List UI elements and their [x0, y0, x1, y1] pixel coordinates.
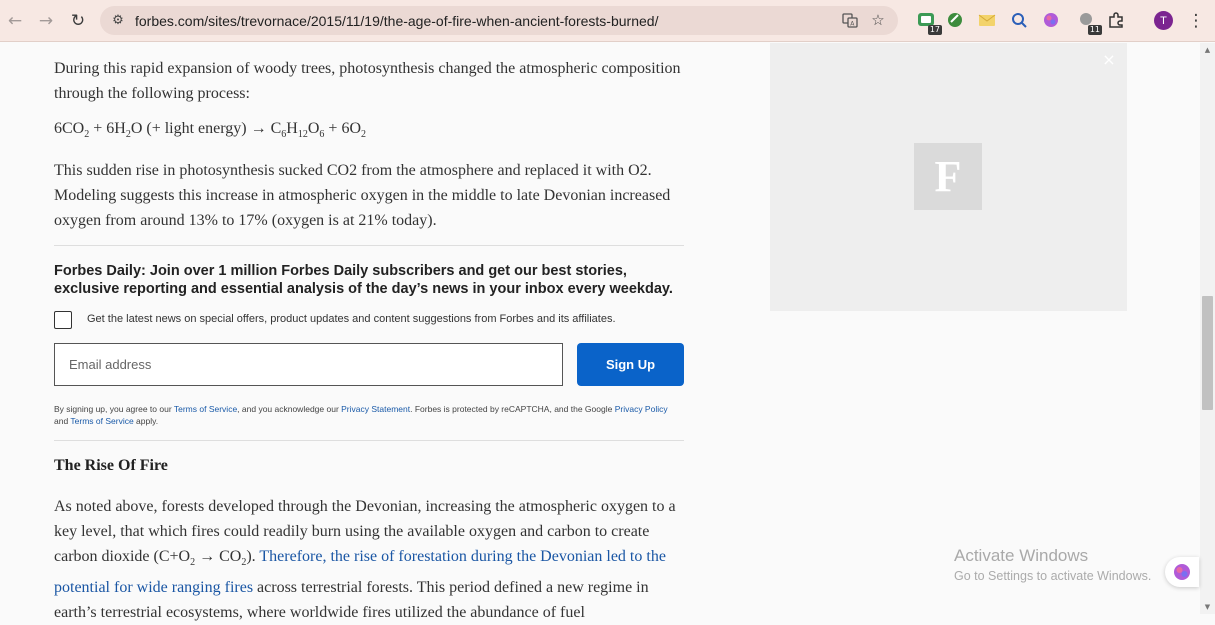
- site-info-icon[interactable]: ⚙: [112, 12, 124, 28]
- extension-6-icon[interactable]: [1076, 10, 1100, 34]
- divider: [54, 245, 684, 246]
- activate-windows-subtitle: Go to Settings to activate Windows.: [954, 569, 1152, 583]
- url-text[interactable]: forbes.com/sites/trevornace/2015/11/19/the-age-of-fire-when-ancient-forests-burned/: [135, 13, 659, 29]
- extension-4-icon[interactable]: [1009, 10, 1029, 30]
- section-title: The Rise Of Fire: [54, 457, 168, 474]
- scroll-up-arrow-icon[interactable]: ▲: [1204, 46, 1211, 54]
- profile-avatar[interactable]: T: [1154, 11, 1173, 30]
- browser-toolbar: [0, 0, 1215, 42]
- scroll-down-arrow-icon[interactable]: ▼: [1204, 603, 1211, 611]
- consent-label: Get the latest news on special offers, product updates and content suggestions from Forbes and its affiliates.: [87, 313, 616, 325]
- brain-icon: [1172, 562, 1192, 582]
- floating-extension-button[interactable]: [1165, 557, 1199, 587]
- photosynthesis-equation: $6CO_2 + 6H_2O$ (+ light energy) → $C_6H_{12}O_6 + 6O_2$: [54, 120, 366, 141]
- legal-notice: By signing up, you agree to our Terms of Service, and you acknowledge our Privacy Statement. Forbes is protected by reCAPTCHA, and the Google Privacy Policy and Terms of Service apply.: [54, 404, 668, 426]
- ad-close-icon[interactable]: ×: [1102, 49, 1116, 69]
- translate-icon[interactable]: [840, 10, 860, 30]
- divider: [54, 440, 684, 441]
- article-paragraph-2: This sudden rise in photosynthesis sucked CO2 from the atmosphere and replaced it with O2. Modeling suggests this increase in atmospheric oxygen in the middle to late Devonian increased oxygen from around 13% to 17% (oxygen is at 21% today).: [54, 162, 671, 229]
- activate-windows-title: Activate Windows: [954, 546, 1089, 565]
- newsletter-headline: Forbes Daily: Join over 1 million Forbes Daily subscribers and get our best stories, exclusive reporting and essential analysis of the day’s news in your inbox every weekday.: [54, 263, 673, 297]
- extension-6-badge: 11: [1089, 25, 1100, 34]
- extension-2-icon[interactable]: [945, 10, 965, 30]
- privacy-policy-link[interactable]: Privacy Policy: [614, 404, 668, 414]
- extension-1-icon[interactable]: [916, 10, 940, 34]
- consent-checkbox[interactable]: [54, 311, 72, 329]
- terms-of-service-link[interactable]: Terms of Service: [173, 404, 238, 414]
- forestation-fires-link[interactable]: Therefore, the rise of forestation during the Devonian led to the potential for wide ranging fires: [54, 548, 666, 597]
- reload-icon[interactable]: ↻: [70, 11, 86, 31]
- forbes-logo: F: [914, 143, 982, 210]
- extension-1-badge: 17: [929, 25, 940, 34]
- svg-text:A: A: [850, 20, 855, 28]
- address-bar[interactable]: [100, 6, 898, 35]
- article-paragraph-3: As noted above, forests developed through the Devonian, increasing the atmospheric oxygen to a key level, that which fires could readily burn using the available oxygen and carbon to create carbon dioxide $(C+O_2 \to CO_2)$. Therefore, the rise of forestation during the Devonian led to the potential for wide ranging fires across terrestrial forests. This period defined a new regime in earth’s terrestrial ecosystems, where worldwide fires utilized the abundance of fuel: [54, 498, 676, 622]
- sign-up-button[interactable]: Sign Up: [577, 343, 684, 386]
- terms-of-service-link-2[interactable]: Terms of Service: [70, 416, 134, 426]
- bookmark-star-icon[interactable]: ☆: [871, 11, 885, 29]
- article-paragraph-1: During this rapid expansion of woody trees, photosynthesis changed the atmospheric composition through the following process:: [54, 60, 681, 102]
- extension-3-icon[interactable]: [977, 10, 997, 30]
- privacy-statement-link[interactable]: Privacy Statement: [341, 404, 411, 414]
- extensions-puzzle-icon[interactable]: [1106, 10, 1126, 30]
- extension-5-icon[interactable]: [1041, 10, 1061, 30]
- back-icon[interactable]: ←: [7, 11, 23, 31]
- browser-menu-icon[interactable]: ⋮: [1187, 11, 1205, 31]
- forward-icon[interactable]: →: [38, 11, 54, 31]
- email-input[interactable]: [54, 343, 563, 386]
- scrollbar-thumb[interactable]: [1202, 296, 1213, 410]
